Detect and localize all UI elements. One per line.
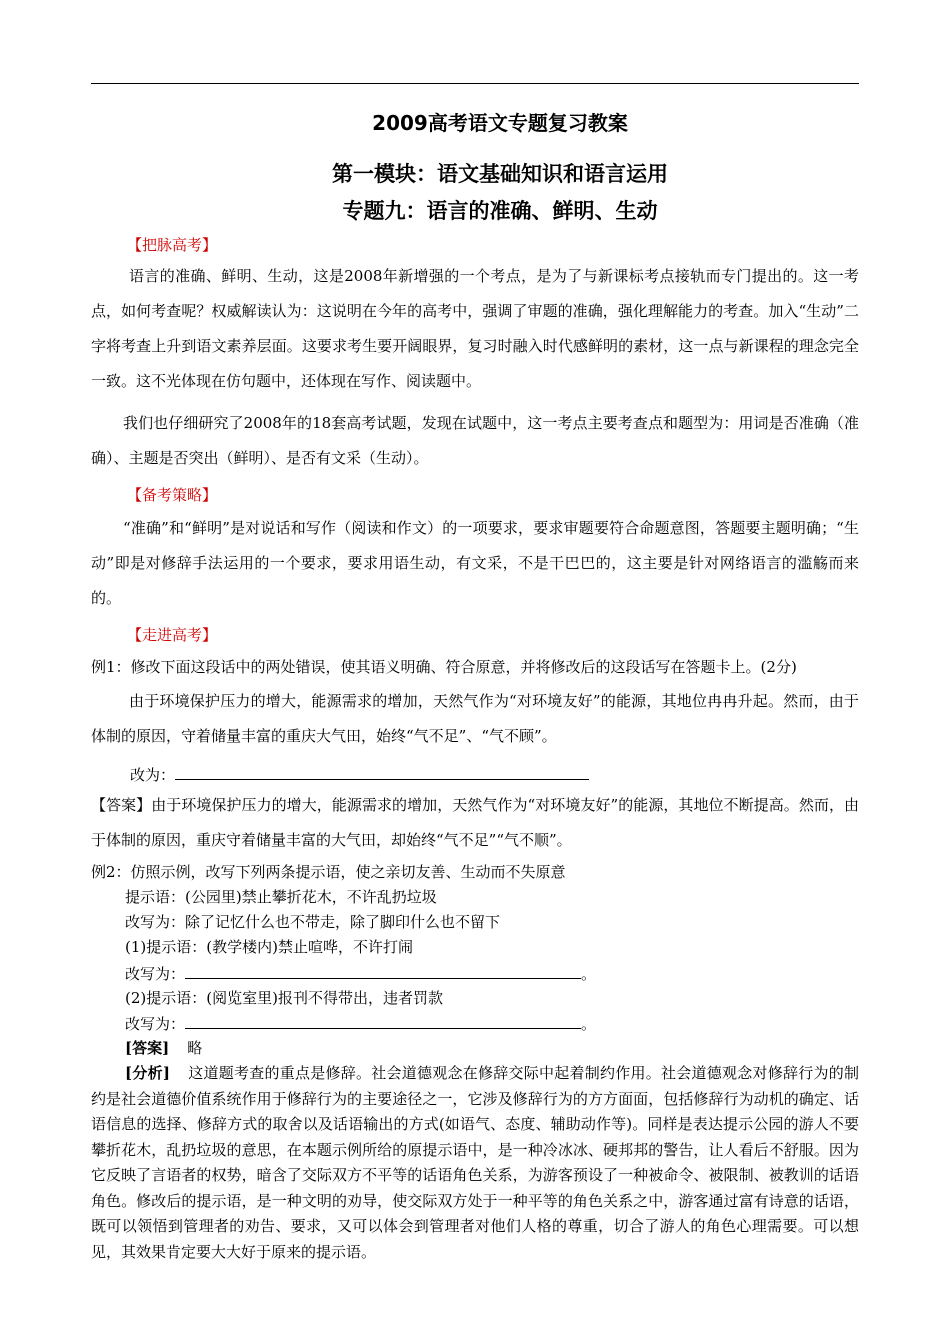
example2-answer-line [125,1037,202,1059]
analysis-text: 这道题考查的重点是修辞。社会道德观念在修辞交际中起着制约作用。社会道德观念对修辞行为的制约是社会道德价值系统作用于修辞行为的主要途径之一，它涉及修辞行为的方方面面，包括修辞行为动机的确定、话语信息的选择、修辞方式的取舍以及话语输出的方式(如语气、态度、辅助动作等)。同样是表达提示公园的游人不要攀折花木，乱扔垃圾的意思，在本题示例所给的原提示语中，是一种冷冰冰、硬邦邦的警告，让人看后不舒服。因为它反映了言语者的权势，暗含了交际双方不平等的话语角色关系，为游客预设了一种被命令、被限制、被教训的话语角色。修改后的提示语，是一种文明的劝导，使交际双方处于一种平等的角色关系之中，游客通过富有诗意的话语，既可以领悟到管理者的劝告、要求，又可以体会到管理者对他们人格的尊重，切合了游人的角色心理需要。可以想见，其效果肯定要大大好于原来的提示语。 [91,1064,859,1261]
header-rule [91,83,859,84]
paragraph-exam-analysis: 语言的准确、鲜明、生动，这是2008年新增强的一个考点，是为了与新课标考点接轨而专门提出的。这一考点，如何考查呢？权威解读认为：这说明在今年的高考中，强调了审题的准确，强化理解能力的考查。加入“生动”二字将考查上升到语文素养层面。这要求考生要开阔眼界，复习时融入时代感鲜明的素材，这一点与新课程的理念完全一致。这不光体现在仿句题中，还体现在写作、阅读题中。 [91,267,859,390]
answer-blank [175,763,589,780]
module-heading: 第一模块：语文基础知识和语言运用 [332,162,668,186]
example1-passage: 由于环境保护压力的增大，能源需求的增加，天然气作为“对环境友好”的能源，其地位冉冉升起。然而，由于体制的原因，守着储量丰富的重庆大气田，始终“气不足”、“气不顾”。 [91,692,859,745]
paragraph-research: 我们也仔细研究了2008年的18套高考试题，发现在试题中，这一考点主要考查点和题型为：用词是否准确（准确）、主题是否突出（鲜明）、是否有文采（生动）。 [91,414,859,467]
answer-label: [答案] [125,1039,170,1057]
analysis-label: [分析] [125,1064,170,1082]
rewrite-label: 改写为： [125,1015,186,1033]
example2-sample-prompt: 提示语：(公园里)禁止攀折花木，不许乱扔垃圾 [125,888,437,906]
rewrite-blank-1 [185,962,581,979]
change-label: 改为： [130,766,176,784]
rewrite-blank-2 [185,1012,581,1029]
example2-sample-rewrite: 改写为：除了记忆什么也不带走，除了脚印什么也不留下 [125,913,501,931]
document-title: 2009高考语文专题复习教案 [372,111,628,135]
example2-analysis [91,1061,859,1265]
section-heading-exam-examples: 【走进高考】 [127,626,218,644]
period: 。 [581,1015,597,1033]
example2-rewrite-line-1 [125,962,596,985]
period: 。 [581,965,597,983]
example2-prompt-2: (2)提示语：(阅览室里)报刊不得带出，违者罚款 [125,989,443,1007]
example2-prompt-1: (1)提示语：(教学楼内)禁止喧哗，不许打闹 [125,938,413,956]
paragraph-strategy: “准确”和“鲜明”是对说话和写作（阅读和作文）的一项要求，要求审题要符合命题意图，答题要主题明确；“生动”即是对修辞手法运用的一个要求，要求用语生动，有文采，不是干巴巴的，这主要是针对网络语言的滥觞而来的。 [91,519,859,607]
section-heading-exam-analysis: 【把脉高考】 [127,236,218,254]
rewrite-label: 改写为： [125,965,186,983]
answer-text: 略 [187,1039,203,1057]
section-heading-strategy: 【备考策略】 [127,486,218,504]
example1-change-line [130,763,589,786]
example2-rewrite-line-2 [125,1012,596,1035]
example1-answer: 【答案】由于环境保护压力的增大，能源需求的增加，天然气作为“对环境友好”的能源，其地位不断提高。然而，由于体制的原因，重庆守着储量丰富的大气田，却始终“气不足”“气不顺”。 [91,796,859,849]
topic-heading: 专题九：语言的准确、鲜明、生动 [342,199,658,223]
example2-question: 例2：仿照示例，改写下列两条提示语，使之亲切友善、生动而不失原意 [91,863,566,881]
example1-question: 例1：修改下面这段话中的两处错误，使其语义明确、符合原意，并将修改后的这段话写在答题卡上。(2分) [91,658,797,676]
